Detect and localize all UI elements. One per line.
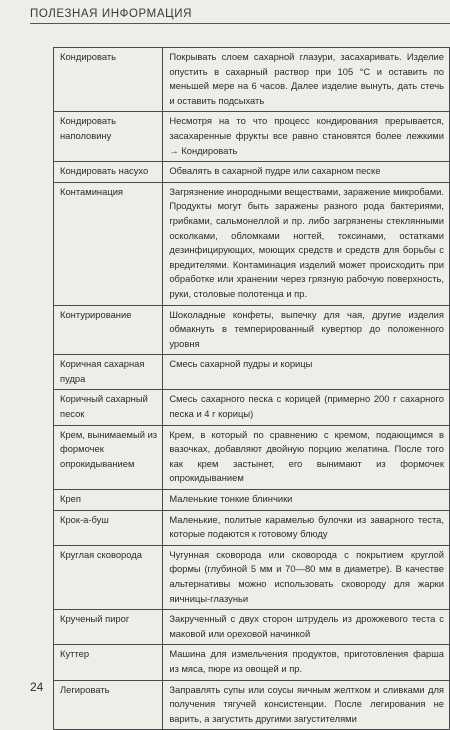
- term-cell: Креп: [54, 490, 163, 511]
- glossary-row: [54, 680, 450, 730]
- term-cell: Кондировать: [54, 48, 163, 112]
- term-cell: Контаминация: [54, 182, 163, 305]
- glossary-row: [54, 162, 450, 183]
- term-cell: Коричный сахарный песок: [54, 390, 163, 425]
- glossary-row: [54, 305, 450, 355]
- definition-cell: Несмотря на то что процесс кондирования прерывается, засахаренные фрукты все равно становятся более лежкими → Кондировать: [163, 112, 450, 162]
- definition-cell: Маленькие тонкие блинчики: [163, 490, 450, 511]
- term-cell: Круглая сковорода: [54, 545, 163, 609]
- glossary-table: [53, 47, 450, 730]
- glossary-row: [54, 490, 450, 511]
- definition-cell: Смесь сахарной пудры и корицы: [163, 355, 450, 390]
- definition-cell: Обвалять в сахарной пудре или сахарном песке: [163, 162, 450, 183]
- definition-cell: Покрывать слоем сахарной глазури, засахаривать. Изделие опустить в сахарный раствор при 105 °С и оставить по меньшей мере на 6 часов. Далее изделие вынуть, дать стечь и оставить подсыхать: [163, 48, 450, 112]
- glossary-row: [54, 182, 450, 305]
- glossary-row: [54, 112, 450, 162]
- term-cell: Крученый пирог: [54, 610, 163, 645]
- term-cell: Легировать: [54, 680, 163, 730]
- term-cell: Кондировать насухо: [54, 162, 163, 183]
- definition-cell: Шоколадные конфеты, выпечку для чая, другие изделия обмакнуть в темперированный кувертюр до положенного уровня: [163, 305, 450, 355]
- definition-cell: Загрязнение инородными веществами, заражение микробами. Продукты могут быть заражены разного рода бактериями, грибками, сальмонеллой и пр. либо загрязнены стеклянными осколками, обломками ногтей, токсинами, остатками дезинфицирующих, моющих средств и средств для борьбы с вредителями. Контаминация изделий может происходить при обработке или хранении через грязную рабочую поверхность, руки, столовые полотенца и пр.: [163, 182, 450, 305]
- glossary-row: [54, 425, 450, 489]
- term-cell: Крок-а-буш: [54, 510, 163, 545]
- term-cell: Кондировать наполовину: [54, 112, 163, 162]
- term-cell: Куттер: [54, 645, 163, 680]
- definition-cell: Машина для измельчения продуктов, приготовления фарша из мяса, пюре из овощей и пр.: [163, 645, 450, 680]
- term-cell: Контурирование: [54, 305, 163, 355]
- running-header: ПОЛЕЗНАЯ ИНФОРМАЦИЯ: [30, 8, 450, 24]
- glossary-row: [54, 610, 450, 645]
- definition-cell: Крем, в который по сравнению с кремом, подающимся в вазочках, добавляют двойную порцию желатина. После того как крем застынет, его вынимают из формочек опрокидыванием: [163, 425, 450, 489]
- glossary-row: [54, 545, 450, 609]
- term-cell: Коричная сахарная пудра: [54, 355, 163, 390]
- glossary-row: [54, 48, 450, 112]
- definition-cell: Закрученный с двух сторон штрудель из дрожжевого теста с маковой или ореховой начинкой: [163, 610, 450, 645]
- glossary-row: [54, 510, 450, 545]
- glossary-row: [54, 645, 450, 680]
- definition-cell: Маленькие, политые карамелью булочки из заварного теста, которые подаются к готовому блюду: [163, 510, 450, 545]
- definition-cell: Чугунная сковорода или сковорода с покрытием круглой формы (глубиной 5 мм и 70—80 мм в диаметре). В качестве альтернативы можно использовать сковороду для жарки яичницы-глазуньи: [163, 545, 450, 609]
- definition-cell: Заправлять супы или соусы яичным желтком и сливками для получения тягучей консистенции. После легирования не варить, а загустить другими загустителями: [163, 680, 450, 730]
- term-cell: Крем, вынимаемый из формочек опрокидыванием: [54, 425, 163, 489]
- page-number: 24: [30, 680, 44, 694]
- glossary-row: [54, 390, 450, 425]
- definition-cell: Смесь сахарного песка с корицей (примерно 200 г сахарного песка и 4 г корицы): [163, 390, 450, 425]
- glossary-row: [54, 355, 450, 390]
